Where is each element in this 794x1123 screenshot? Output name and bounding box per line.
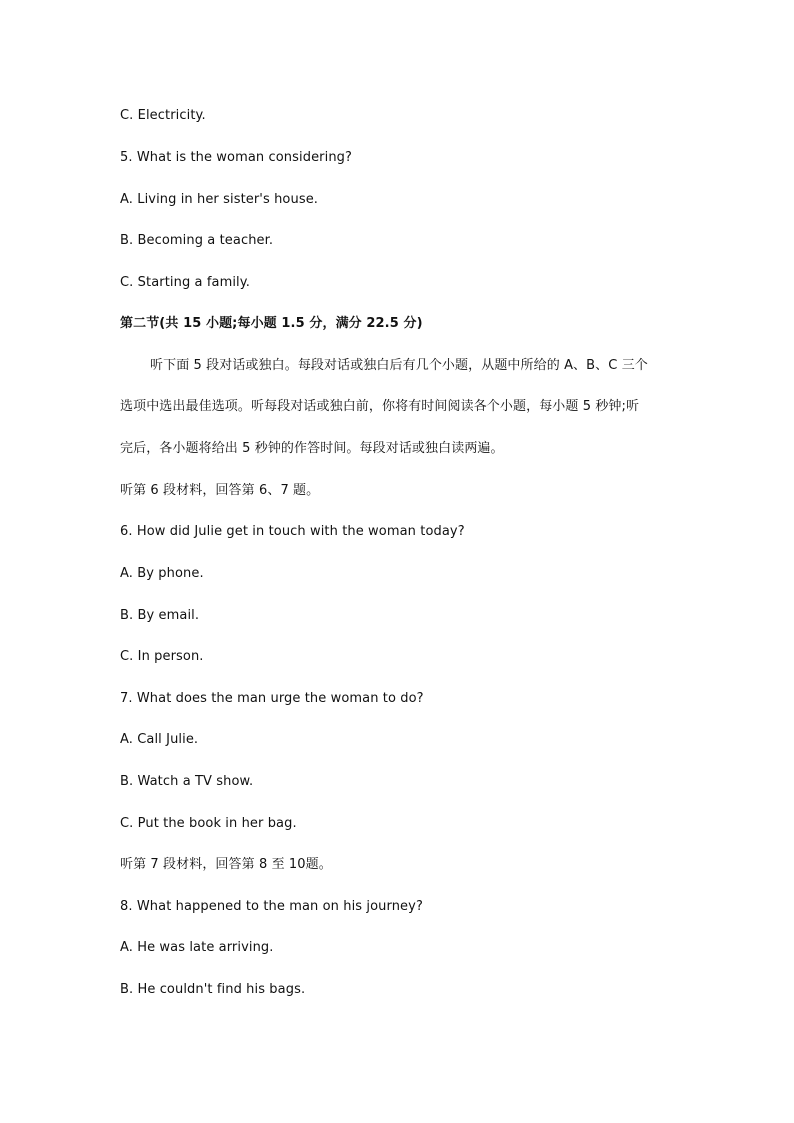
question-8: 8. What happened to the man on his journey? [120,899,423,914]
option-b-q8: B. He couldn't find his bags. [120,982,306,997]
question-6: 6. How did Julie get in touch with the woman today? [120,524,465,539]
instructions-line-1: 听下面 5 段对话或独白。每段对话或独白后有几个小题，从题中所给的 A、B、C 三个 [150,358,648,373]
option-c-q5: C. Starting a family. [120,275,250,290]
option-b-q6: B. By email. [120,608,200,623]
option-c-q4: C. Electricity. [120,108,206,123]
option-b-q7: B. Watch a TV show. [120,774,254,789]
material-6-heading: 听第 6 段材料，回答第 6、7 题。 [120,483,320,498]
option-b-q5: B. Becoming a teacher. [120,233,274,248]
option-c-q7: C. Put the book in her bag. [120,816,297,831]
material-7-heading: 听第 7 段材料，回答第 8 至 10题。 [120,857,332,872]
instructions-line-2: 选项中选出最佳选项。听每段对话或独白前，你将有时间阅读各个小题，每小题 5 秒钟;听 [120,399,640,414]
instructions-line-3: 完后，各小题将给出 5 秒钟的作答时间。每段对话或独白读两遍。 [120,441,504,456]
option-c-q6: C. In person. [120,649,204,664]
section-heading: 第二节(共 15 小题;每小题 1.5 分，满分 22.5 分) [120,316,423,331]
option-a-q5: A. Living in her sister's house. [120,192,319,207]
option-a-q7: A. Call Julie. [120,732,199,747]
option-a-q8: A. He was late arriving. [120,940,274,955]
question-5: 5. What is the woman considering? [120,150,353,165]
option-a-q6: A. By phone. [120,566,204,581]
question-7: 7. What does the man urge the woman to do? [120,691,424,706]
